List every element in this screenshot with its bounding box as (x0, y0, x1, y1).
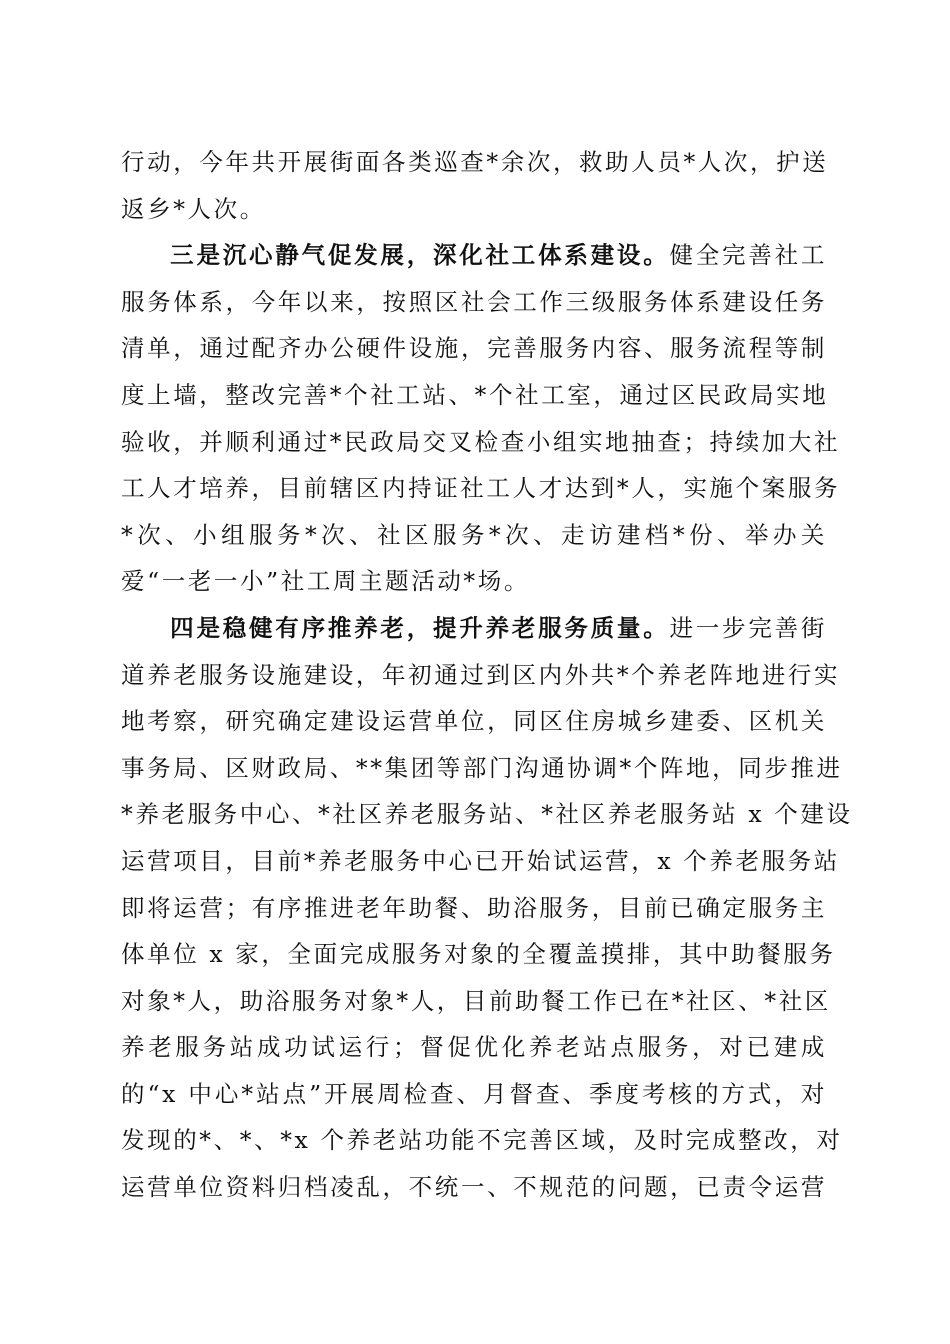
p2-line-3: 清单，通过配齐办公硬件设施，完善服务内容、服务流程等制 (121, 334, 827, 363)
p3-line-5: *养老服务中心、*社区养老服务站、*社区养老服务站 x 个建设 (121, 800, 853, 829)
p2-heading: 三是沉心静气促发展，深化社工体系建设。 (170, 241, 670, 270)
p3-first-line-rest: 进一步完善街 (669, 613, 827, 642)
p3-line-10: 养老服务站成功试运行；督促优化养老站点服务，对已建成 (121, 1033, 827, 1062)
p2-first-line (121, 232, 827, 279)
p3-line-3: 地考察，研究确定建设运营单位，同区住房城乡建委、区机关 (121, 707, 827, 736)
p1-line-1: 行动，今年共开展街面各类巡查*余次，救助人员*人次，护送 (121, 148, 829, 176)
p3-line-8: 体单位 x 家，全面完成服务对象的全覆盖摸排，其中助餐服务 (121, 940, 836, 969)
document-body (121, 139, 853, 1211)
p3-first-line (121, 605, 827, 652)
p1-line-2: 返乡*人次。 (121, 194, 266, 223)
p3-line-13: 运营单位资料归档凌乱，不统一、不规范的问题，已责令运营 (121, 1173, 827, 1202)
p2-line-6: 工人才培养，目前辖区内持证社工人才达到*人，实施个案服务 (121, 474, 841, 503)
p3-line-11: 的“x 中心*站点”开展周检查、月督查、季度考核的方式，对 (121, 1079, 827, 1108)
p3-line-9: 对象*人，助浴服务对象*人，目前助餐工作已在*社区、*社区 (121, 986, 831, 1015)
p3-line-4: 事务局、区财政局、**集团等部门沟通协调*个阵地，同步推进 (121, 753, 843, 782)
p3-heading: 四是稳健有序推养老，提升养老服务质量。 (170, 613, 670, 642)
p2-line-4: 度上墙，整改完善*个社工站、*个社工室，通过区民政局实地 (121, 380, 829, 409)
p3-line-2: 道养老服务设施建设，年初通过到区内外共*个养老阵地进行实 (121, 660, 841, 689)
p3-line-7: 即将运营；有序推进老年助餐、助浴服务，目前已确定服务主 (121, 893, 827, 922)
p3-line-6: 运营项目，目前*养老服务中心已开始试运营，x 个养老服务站 (121, 846, 840, 875)
p2-line-2: 服务体系，今年以来，按照区社会工作三级服务体系建设任务 (121, 287, 827, 316)
p2-line-8: 爱“一老一小”社工周主题活动*场。 (121, 567, 530, 596)
p3-line-12: 发现的*、*、*x 个养老站功能不完善区域，及时完成整改，对 (121, 1126, 843, 1155)
p2-line-7: *次、小组服务*次、社区服务*次、走访建档*份、举办关 (121, 520, 827, 549)
p2-line-5: 验收，并顺利通过*民政局交叉检查小组实地抽查；持续加大社 (121, 427, 841, 456)
p2-first-line-rest: 健全完善社工 (669, 241, 827, 270)
